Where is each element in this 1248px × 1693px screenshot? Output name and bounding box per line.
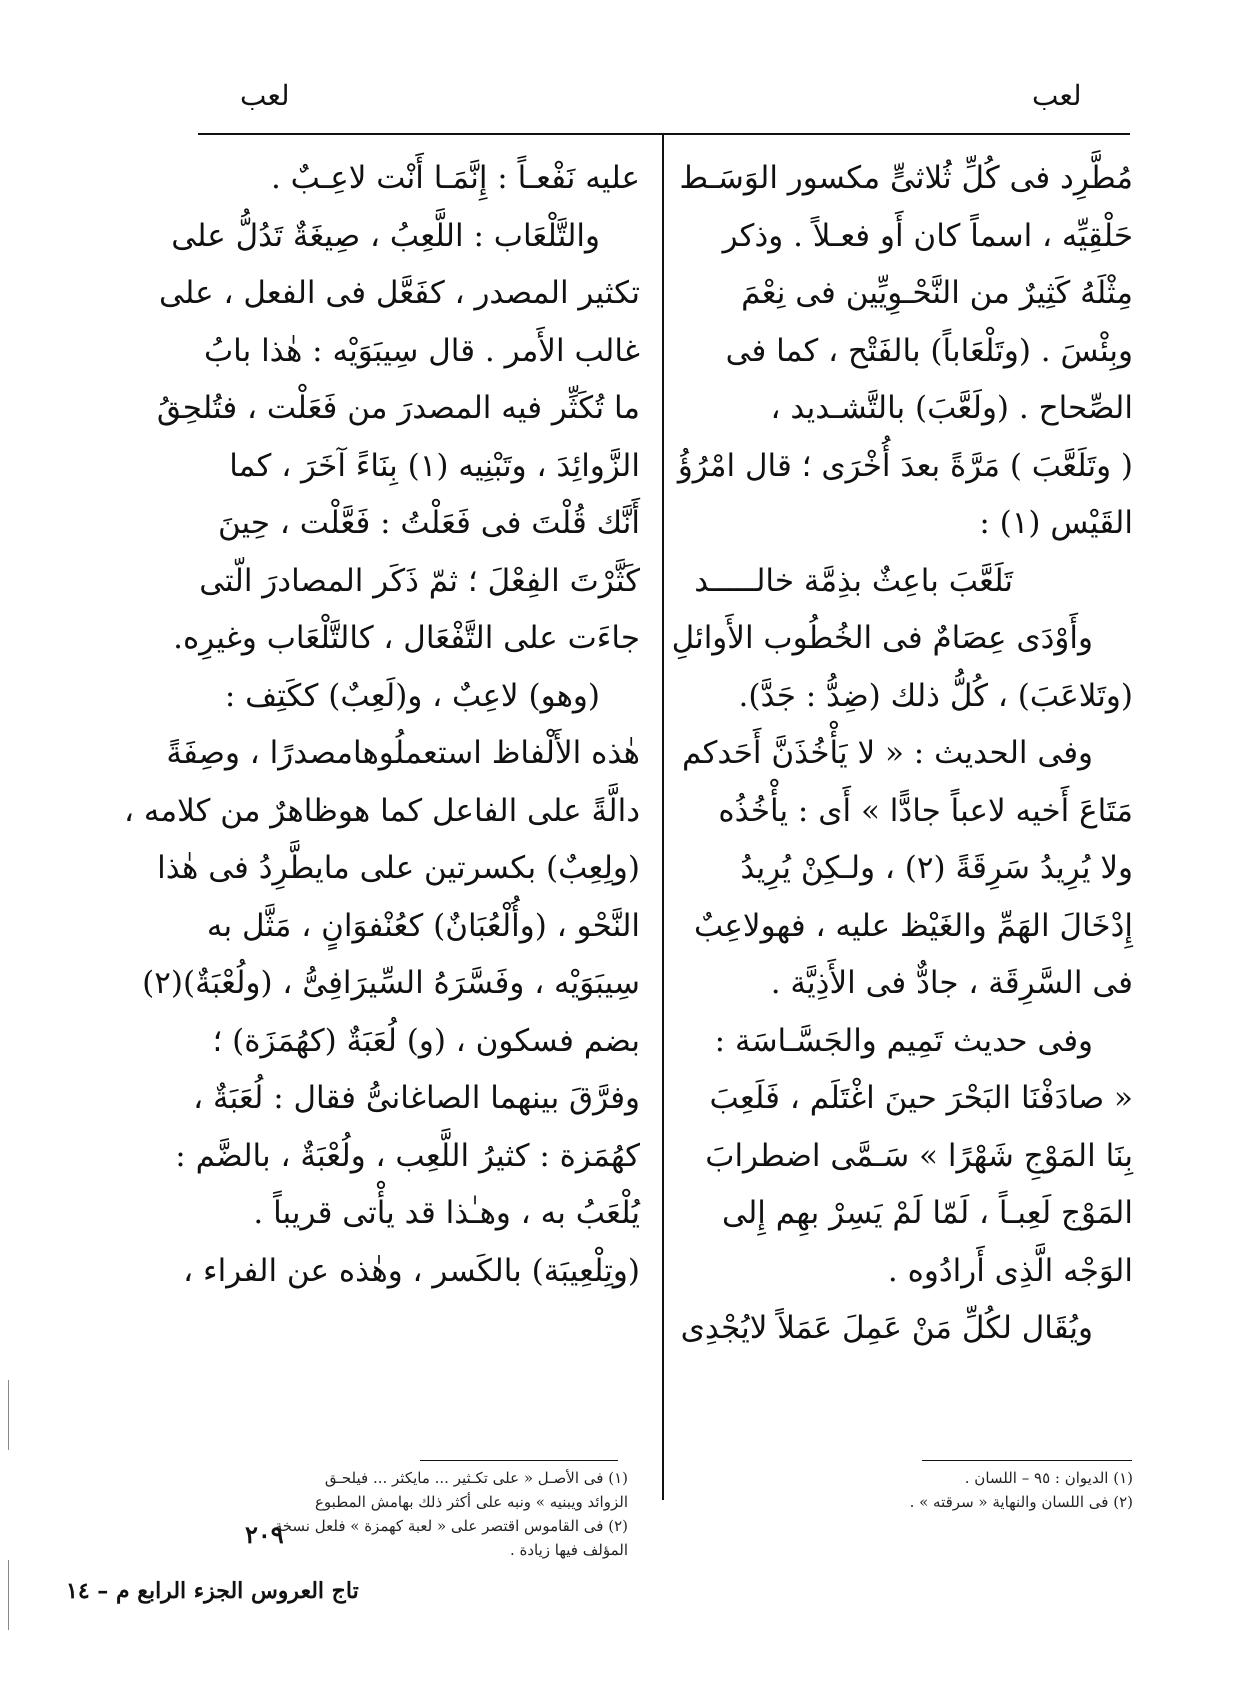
text-line: مُطَّرِد فى كُلِّ ثُلاثىٍّ مكسور الوَسَـط [679,160,1133,196]
text-line: هٰذه الأَلْفاظ استعملُوهامصدرًا ، وصِفَةً [166,735,640,771]
text-line: بضم فسكون ، (و) لُعَبَةٌ (كهُمَزَة) ؛ [212,1022,640,1059]
scan-margin-mark [8,1380,9,1450]
text-line: أَنَّك قُلْتَ فى فَعَلْتُ : فَعَّلْت ، حِينَ [217,505,640,541]
text-line: (وتِلْعِيبَة) بالكَسر ، وهٰذه عن الفراء ، [183,1252,640,1289]
footnote: (١) فى الأصـل « على تكـثير ... مايكثر ... فيلحـق [324,1469,628,1487]
text-line: مِثْلَهُ كَثِيرٌ من النَّحْـوِيِّين فى نِعْمَ [741,275,1133,311]
text-line: (ولِعِبٌ) بكسرتين على مايطَّرِدُ فى هٰذا [157,850,640,886]
footnote: الزوائد ويبنيه » ونبه على أكثر ذلك بهامش المطبوع [314,1493,628,1511]
text-line: مَتَاعَ أَخيه لاعباً جادًّا » أَى : يأْخُذُه [718,792,1133,829]
text-line: جاءَت على التَّفْعَال ، كالتَّلْعَاب وغيرِه. [173,620,640,656]
book-footer: تاج العروس الجزء الرابع م – ١٤ [66,1578,359,1604]
text-line: « صادَفْنَا البَحْرَ حينَ اغْتَلَم ، فَلَعِبَ [709,1080,1133,1116]
text-line: ما تُكَثِّر فيه المصدرَ من فَعَلْت ، فتُلحِقُ [156,390,640,426]
text-line: إِدْخَالَ الهَمِّ والغَيْظ عليه ، فهولاعِبٌ [693,907,1133,944]
footnotes-right [695,1466,1133,1514]
top-rule [198,133,1130,135]
right-column [671,150,1133,1358]
text-line: غالب الأَمر . قال سِيبَوَيْه : هٰذا بابُ [203,332,640,369]
footnote: (٢) فى القاموس اقتصر على « لعبة كهمزة » فلعل نسخة [274,1517,628,1535]
text-line: المَوْج لَعِبـاً ، لَمّا لَمْ يَسِرْ بهِم إِلى [722,1195,1133,1231]
text-line: كهُمَزة : كثيرُ اللَّعِب ، ولُعْبَةٌ ، بالضَّم : [175,1137,640,1174]
text-line: (وهو) لاعِبٌ ، و(لَعِبٌ) ككَتِف : [224,677,600,714]
text-line: الصِّحاح . (ولَعَّبَ) بالتَّشـديد ، [770,390,1133,426]
page-number: ٢٠٩ [245,1520,284,1549]
text-line: الزَّوائِدَ ، وتَبْنِيه (١) بِنَاءً آخَرَ ، كما [229,447,640,484]
text-line: حَلْقِيِّه ، اسماً كان أَو فعـلاً . وذكر [722,217,1133,254]
footnote: (١) الديوان : ٩٥ – اللسان . [964,1469,1133,1487]
verse-line: وأَوْدَى عِصَامٌ فى الخُطُوب الأَوائلِ [671,620,1093,656]
scan-margin-mark [8,1560,9,1630]
left-column [124,150,640,1300]
column-divider [662,135,664,1500]
text-line: وفى حديث تَمِيم والجَسَّـاسَة : [714,1022,1093,1059]
text-line: ( وتَلَعَّبَ ) مَرَّةً بعدَ أُخْرَى ؛ قال امْرُؤُ [677,447,1133,484]
text-line: القَيْس (١) : [979,505,1133,541]
text-line: بِنَا المَوْجِ شَهْرًا » سَـمَّى اضطرابَ [705,1137,1133,1174]
text-line: (وتَلاعَبَ) ، كُلُّ ذلك (ضِدُّ : جَدَّ). [738,677,1133,714]
verse-line: تَلَعَّبَ باعِثٌ بذِمَّة خالـــــد [694,562,1013,599]
text-line: سِيبَوَيْه ، وفَسَّرَهُ السِّيرَافِىُّ ، (ولُعْبَةٌ)(٢) [142,965,640,1001]
headword-left: لعب [240,79,290,112]
text-line: دالَّةً على الفاعل كما هوظاهرٌ من كلامه ، [124,792,640,829]
text-line: وفى الحديث : « لا يَأْخُذَنَّ أَحَدكم [682,735,1093,771]
headword-right: لعب [1032,79,1082,112]
text-line: والتَّلْعَاب : اللَّعِبُ ، صِيغَةٌ تَدُلُّ على [171,217,600,254]
text-line: وفرَّقَ بينهما الصاغانىُّ فقال : لُعَبَةٌ ، [193,1080,640,1116]
text-line: كَثَّرْتَ الفِعْلَ ؛ ثمّ ذَكَر المصادرَ الّتى [199,562,640,599]
text-line: الوَجْه الَّذِى أَرادُوه . [887,1252,1133,1289]
text-line: فى السَّرِقَة ، جادٌّ فى الأَذِيَّة . [770,965,1133,1001]
footnote: (٢) فى اللسان والنهاية « سرقته » . [909,1493,1133,1511]
text-line: يُلْعَبُ به ، وهـٰذا قد يأْتى قريباً . [253,1195,640,1231]
footnote-rule-right [922,1460,1132,1461]
text-line: النَّحْو ، (وأُلْعُبَانٌ) كعُنْفوَانٍ ، مَثَّل به [206,907,640,944]
text-line: تكثير المصدر ، كفَعَّل فى الفعل ، على [159,275,640,311]
text-line: عليه نَفْعـاً : إِنَّمَـا أَنْت لاعِـبٌ . [270,160,640,196]
text-line: ولا يُرِيدُ سَرِقَةً (٢) ، ولـكِنْ يُرِيدُ [740,850,1133,886]
text-line: ويُقَال لكُلِّ مَنْ عَمِلَ عَمَلاً لايُجْدِى [680,1310,1093,1346]
footnote-rule-left [420,1460,618,1461]
text-line: وبِئْسَ . (وتَلْعَاباً) بالفَتْح ، كما فى [725,332,1133,369]
footnote: المؤلف فيها زيادة . [509,1541,628,1559]
